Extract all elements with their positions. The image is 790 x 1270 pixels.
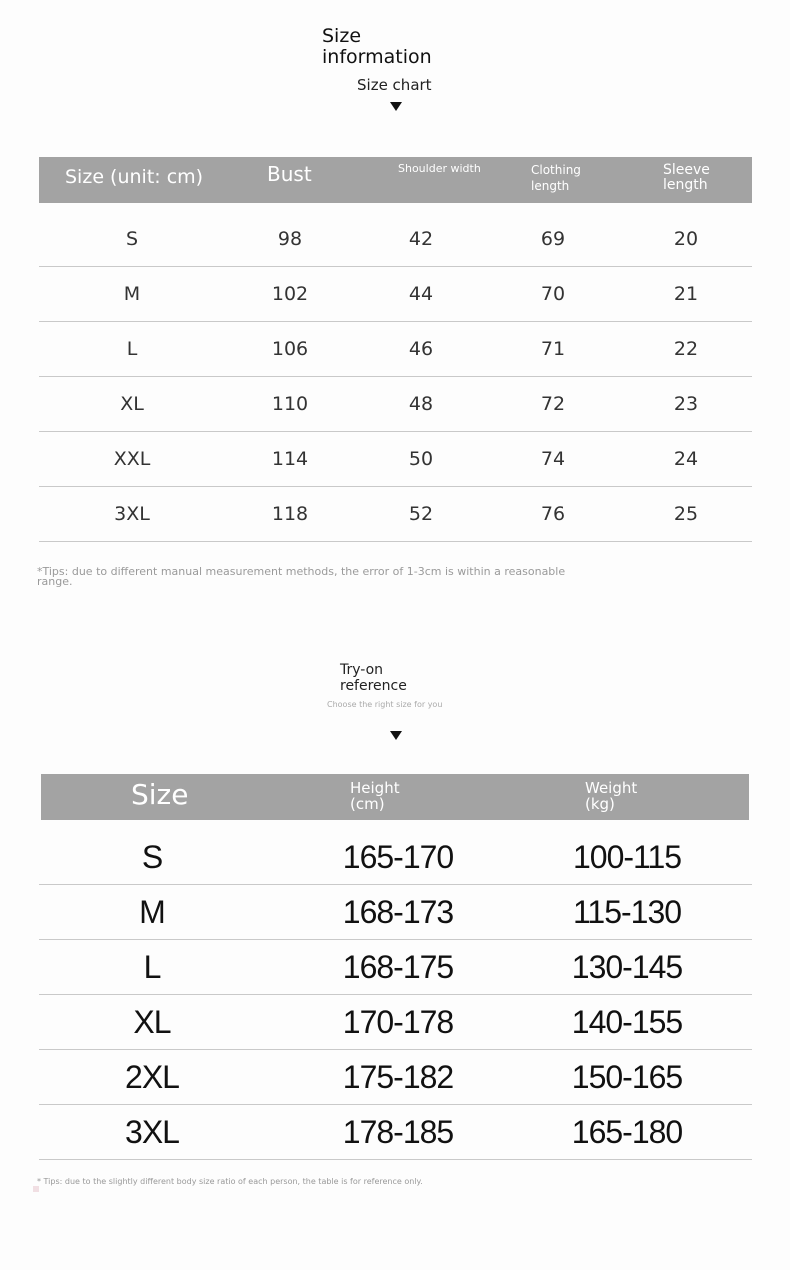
cell-bust: 98 [277, 228, 303, 250]
table-row [39, 212, 752, 267]
cell-length: 76 [540, 503, 566, 525]
cell-size: 2XL [125, 1059, 179, 1095]
header-size: Size [131, 778, 189, 811]
cell-size: S [141, 839, 163, 875]
cell-bust: 118 [271, 503, 309, 525]
table-row [39, 995, 752, 1050]
cell-height: 168-173 [342, 894, 454, 930]
cell-weight: 115-130 [572, 894, 682, 930]
cell-height: 170-178 [342, 1004, 454, 1040]
table-row [39, 1105, 752, 1160]
down-arrow-icon [390, 731, 402, 740]
cell-size: XXL [113, 448, 151, 470]
size-information-title: Size information [322, 25, 432, 68]
cell-height: 175-182 [342, 1059, 454, 1095]
decorative-mark [33, 1186, 39, 1192]
cell-sleeve: 23 [673, 393, 699, 415]
cell-size: XL [120, 393, 144, 415]
measurement-tip: *Tips: due to different manual measurement methods, the error of 1-3cm is within a reasonable range. [37, 565, 566, 588]
cell-weight: 165-180 [571, 1114, 683, 1150]
cell-size: XL [133, 1004, 171, 1040]
cell-shoulder: 44 [408, 283, 434, 305]
cell-length: 71 [540, 338, 566, 360]
cell-size: L [126, 338, 138, 360]
table-row [39, 432, 752, 487]
cell-weight: 150-165 [571, 1059, 683, 1095]
header-size: Size (unit: cm) [65, 166, 204, 188]
size-chart-subtitle: Size chart [357, 76, 432, 94]
table-row [39, 885, 752, 940]
cell-size: M [123, 283, 141, 305]
header-sleeve-length: Sleeve length [663, 162, 710, 193]
cell-height: 168-175 [342, 949, 454, 985]
try-on-subtitle: Choose the right size for you [327, 700, 443, 709]
cell-shoulder: 50 [408, 448, 434, 470]
header-shoulder-width: Shoulder width [398, 162, 481, 175]
down-arrow-icon [390, 102, 402, 111]
table-row [39, 1050, 752, 1105]
cell-height: 178-185 [342, 1114, 454, 1150]
cell-length: 72 [540, 393, 566, 415]
table-row [39, 830, 752, 885]
body-ratio-tip: * Tips: due to the slightly different body size ratio of each person, the table is for reference only. [37, 1177, 423, 1186]
cell-size: S [125, 228, 139, 250]
cell-size: 3XL [114, 503, 150, 525]
cell-sleeve: 22 [673, 338, 699, 360]
try-on-table-header [41, 774, 749, 820]
table-row [39, 487, 752, 542]
cell-bust: 114 [271, 448, 309, 470]
cell-weight: 130-145 [571, 949, 683, 985]
size-table-header [39, 157, 752, 203]
cell-sleeve: 20 [673, 228, 699, 250]
cell-bust: 110 [271, 393, 309, 415]
table-row [39, 377, 752, 432]
cell-sleeve: 24 [673, 448, 699, 470]
cell-shoulder: 46 [408, 338, 434, 360]
cell-length: 74 [540, 448, 566, 470]
cell-sleeve: 21 [673, 283, 699, 305]
cell-size: 3XL [125, 1114, 179, 1150]
header-clothing-length: Clothing length [531, 163, 581, 193]
cell-size: L [143, 949, 161, 985]
cell-weight: 100-115 [572, 839, 682, 875]
header-bust: Bust [267, 162, 312, 186]
cell-bust: 102 [271, 283, 309, 305]
header-weight: Weight (kg) [585, 779, 638, 813]
header-height: Height (cm) [350, 779, 400, 813]
table-row [39, 322, 752, 377]
try-on-reference-title: Try-on reference [340, 662, 407, 694]
cell-length: 70 [540, 283, 566, 305]
cell-weight: 140-155 [571, 1004, 683, 1040]
cell-height: 165-170 [342, 839, 454, 875]
cell-size: M [139, 894, 165, 930]
table-row [39, 940, 752, 995]
cell-shoulder: 42 [408, 228, 434, 250]
cell-shoulder: 52 [408, 503, 434, 525]
cell-length: 69 [540, 228, 566, 250]
cell-sleeve: 25 [673, 503, 699, 525]
cell-bust: 106 [271, 338, 309, 360]
cell-shoulder: 48 [408, 393, 434, 415]
table-row [39, 267, 752, 322]
